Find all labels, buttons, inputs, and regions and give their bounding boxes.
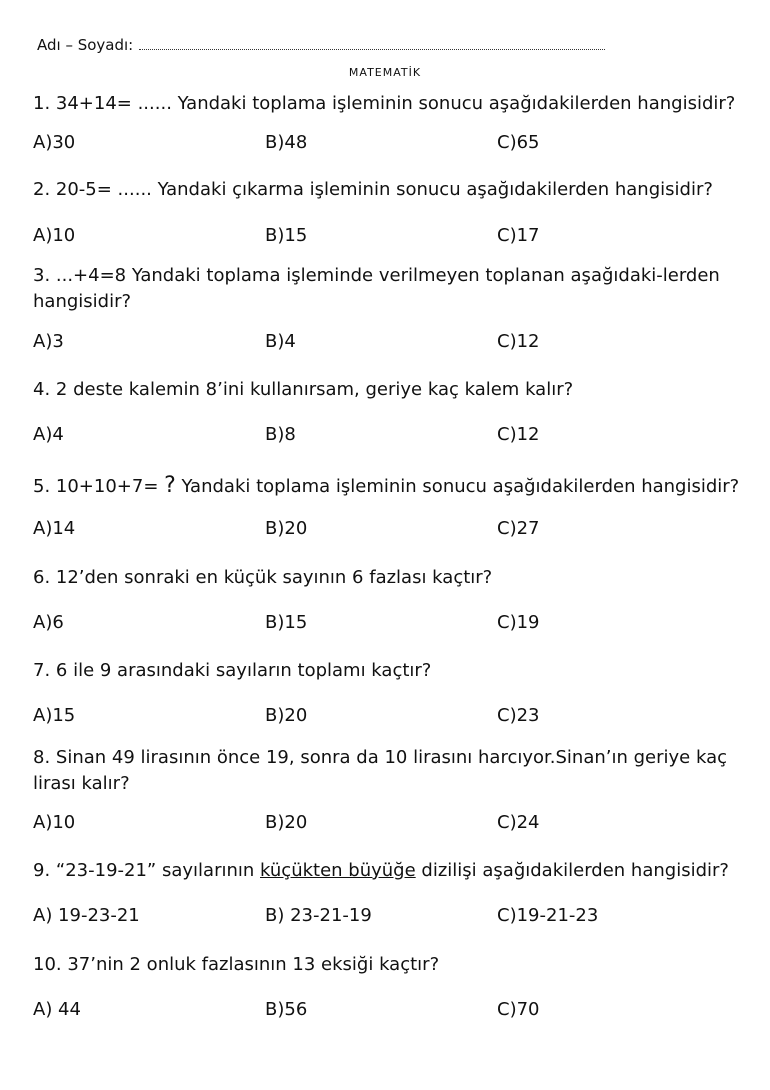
question-2: 2. 20-5= ...... Yandaki çıkarma işleminin sonucu aşağıdakilerden hangisidir? (33, 179, 713, 200)
question-9 (33, 858, 753, 884)
question-9-text-end: dizilişi aşağıdakilerden hangisidir? (415, 860, 729, 881)
question-5 (33, 473, 753, 500)
question-10-option-b[interactable]: B)56 (265, 999, 308, 1020)
question-2-option-a[interactable]: A)10 (33, 225, 76, 246)
question-1: 1. 34+14= ...... Yandaki toplama işleminin sonucu aşağıdakilerden hangisidir? (33, 93, 736, 114)
name-blank-line[interactable] (139, 39, 605, 50)
question-8-option-a[interactable]: A)10 (33, 812, 76, 833)
question-5-option-a[interactable]: A)14 (33, 518, 76, 539)
question-7-option-c[interactable]: C)23 (497, 705, 540, 726)
question-9-option-c[interactable]: C)19-21-23 (497, 905, 599, 926)
name-label: Adı – Soyadı: (37, 36, 134, 54)
question-10-option-c[interactable]: C)70 (497, 999, 540, 1020)
question-7-option-a[interactable]: A)15 (33, 705, 76, 726)
question-4-option-a[interactable]: A)4 (33, 424, 64, 445)
question-2-option-b[interactable]: B)15 (265, 225, 308, 246)
question-5-expression: 5. 10+10+7= (33, 476, 165, 497)
question-8-option-c[interactable]: C)24 (497, 812, 540, 833)
question-5-text: Yandaki toplama işleminin sonucu aşağıdakilerden hangisidir? (175, 476, 740, 497)
question-6-option-b[interactable]: B)15 (265, 612, 308, 633)
question-3-option-b[interactable]: B)4 (265, 331, 296, 352)
question-7-option-b[interactable]: B)20 (265, 705, 308, 726)
question-10: 10. 37’nin 2 onluk fazlasının 13 eksiği kaçtır? (33, 954, 440, 975)
question-1-option-b[interactable]: B)48 (265, 132, 308, 153)
question-1-option-c[interactable]: C)65 (497, 132, 540, 153)
question-6-option-a[interactable]: A)6 (33, 612, 64, 633)
question-5-option-c[interactable]: C)27 (497, 518, 540, 539)
question-7: 7. 6 ile 9 arasındaki sayıların toplamı kaçtır? (33, 660, 432, 681)
question-10-option-a[interactable]: A) 44 (33, 999, 81, 1020)
question-4: 4. 2 deste kalemin 8’ini kullanırsam, geriye kaç kalem kalır? (33, 379, 574, 400)
question-9-option-b[interactable]: B) 23-21-19 (265, 905, 372, 926)
question-3-option-a[interactable]: A)3 (33, 331, 64, 352)
question-9-option-a[interactable]: A) 19-23-21 (33, 905, 140, 926)
question-6: 6. 12’den sonraki en küçük sayının 6 fazlası kaçtır? (33, 567, 493, 588)
question-3: 3. ...+4=8 Yandaki toplama işleminde verilmeyen toplanan aşağıdaki-lerden hangisidir? (33, 265, 720, 312)
question-8: 8. Sinan 49 lirasının önce 19, sonra da 10 lirasını harcıyor.Sinan’ın geriye kaç lirası kalır? (33, 747, 728, 794)
question-8-option-b[interactable]: B)20 (265, 812, 308, 833)
question-5-question-mark: ? (164, 473, 176, 498)
question-3-option-c[interactable]: C)12 (497, 331, 540, 352)
question-6-option-c[interactable]: C)19 (497, 612, 540, 633)
name-field[interactable] (37, 36, 605, 54)
question-9-text-start: 9. “23-19-21” sayılarının (33, 860, 261, 881)
question-9-underlined-phrase: küçükten büyüğe (260, 860, 416, 881)
question-1-option-a[interactable]: A)30 (33, 132, 76, 153)
question-4-option-c[interactable]: C)12 (497, 424, 540, 445)
question-2-option-c[interactable]: C)17 (497, 225, 540, 246)
question-4-option-b[interactable]: B)8 (265, 424, 296, 445)
subject-title: MATEMATİK (348, 66, 422, 79)
question-5-option-b[interactable]: B)20 (265, 518, 308, 539)
